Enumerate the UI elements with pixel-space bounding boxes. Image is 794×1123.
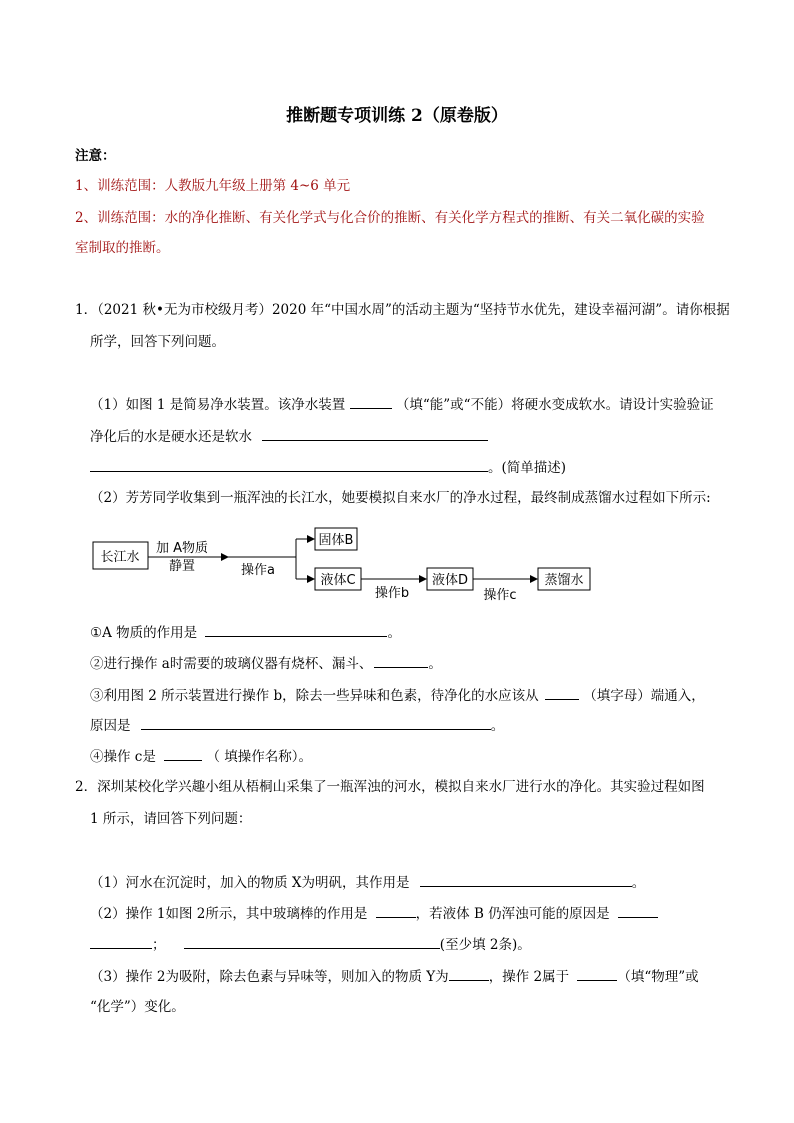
q1-sub3-text-c: 原因是 [90, 718, 131, 734]
q2-part3-text-c: （填“物理”或 [617, 969, 699, 985]
q2-part3-line1 [90, 967, 699, 986]
flow-add-label: 加 A物质 [155, 541, 209, 556]
q1-part2-line: （2）芳芳同学收集到一瓶浑浊的长江水，她要模拟自来水厂的净水过程，最终制成蒸馏水过程如下所示: [90, 490, 711, 506]
q2-part1-blank[interactable] [420, 873, 632, 887]
q1-part1-text-c: 净化后的水是硬水还是软水 [90, 429, 252, 445]
q1-sub1 [90, 623, 401, 642]
notice-heading: 注意： [75, 148, 116, 164]
q1-sub3-text-d: 。 [490, 718, 505, 734]
q2-part2-blank-3[interactable] [90, 935, 152, 949]
q1-line1: 1．（2021 秋•无为市校级月考）2020 年“中国水周”的活动主题为“坚持节水优先，建设幸福河湖”。请你根据 [75, 302, 730, 318]
q2-part1-text-b: 。 [631, 875, 646, 891]
q2-part3-text-a: （3）操作 2为吸附，除去色素与异味等，则加入的物质 Y为 [90, 969, 449, 985]
q1-line2: 所学，回答下列问题。 [90, 334, 225, 350]
q2-part2-blank-1[interactable] [376, 904, 416, 918]
q1-sub2 [90, 654, 442, 673]
q1-sub2-blank[interactable] [374, 654, 428, 668]
q1-sub3-line1 [90, 686, 705, 705]
q1-sub1-blank[interactable] [205, 623, 387, 637]
q2-part2-text-c: ； [152, 937, 166, 953]
q2-part1 [90, 873, 645, 892]
q2-part3-line2: “化学”）变化。 [90, 999, 185, 1015]
flow-solid-b-label: 固体B [318, 533, 354, 548]
q2-line2: 1 所示，请回答下列问题： [90, 811, 252, 827]
flow-op-c-label: 操作c [483, 588, 517, 603]
q2-part2-line1 [90, 904, 658, 923]
page-title: 推断题专项训练 2（原卷版） [286, 106, 508, 126]
q2-part1-text-a: （1）河水在沉淀时，加入的物质 X为明矾，其作用是 [90, 875, 410, 891]
flow-end-label: 蒸馏水 [544, 573, 584, 588]
flow-liquid-d-label: 液体D [431, 573, 469, 588]
q2-part3-text-b: ，操作 2属于 [488, 969, 570, 985]
q2-part2-blank-4[interactable] [184, 935, 440, 949]
flow-settle-label: 静置 [168, 559, 196, 574]
flow-start-label: 长江水 [100, 550, 140, 565]
q1-part1-text-a: （1）如图 1 是简易净水装置。该净水装置 [90, 397, 346, 413]
q1-sub1-text-b: 。 [387, 625, 401, 641]
q2-part3-blank-1[interactable] [449, 967, 489, 981]
q2-part2-text-b: ，若液体 B 仍浑浊可能的原因是 [415, 906, 610, 922]
q2-line1: 2．深圳某校化学兴趣小组从梧桐山采集了一瓶浑浊的河水，模拟自来水厂进行水的净化。其实验过程如图 [75, 779, 705, 795]
q1-sub3-line2 [90, 716, 504, 735]
q1-sub3-text-b: （填字母）端通入， [583, 688, 705, 704]
q2-part3-blank-2[interactable] [577, 967, 617, 981]
notice-item-2-line2: 室制取的推断。 [75, 240, 170, 256]
q1-sub4-blank[interactable] [164, 747, 202, 761]
flow-op-a-label: 操作a [241, 563, 275, 578]
q1-sub4 [90, 747, 312, 766]
q1-sub2-text-b: 。 [428, 656, 442, 672]
q1-sub1-text-a: ①A 物质的作用是 [90, 625, 198, 641]
q2-part2-text-a: （2）操作 1如图 2所示，其中玻璃棒的作用是 [90, 906, 368, 922]
q1-part1-text-b: （填“能”或“不能）将硬水变成软水。请设计实验验证 [395, 397, 714, 413]
q1-sub4-text-a: ④操作 c是 [90, 749, 156, 765]
notice-item-1-text: 人教版九年级上册第 4~6 单元 [164, 178, 351, 194]
notice-item-2-line1: 水的净化推断、有关化学式与化合价的推断、有关化学方程式的推断、有关二氧化碳的实验 [164, 210, 705, 226]
notice-item-1-prefix: 1、训练范围： [75, 178, 165, 194]
q1-sub3-blank-1[interactable] [545, 686, 579, 700]
q2-part2-text-d: (至少填 2条)。 [439, 937, 531, 953]
q2-part2-line2 [90, 935, 531, 954]
q1-sub3-text-a: ③利用图 2 所示装置进行操作 b，除去一些异味和色素，待净化的水应该从 [90, 688, 539, 704]
q1-part1-text-d: 。(简单描述) [488, 460, 567, 476]
q2-part2-blank-2[interactable] [618, 904, 658, 918]
q1-sub2-text-a: ②进行操作 a时需要的玻璃仪器有烧杯、漏斗、 [90, 656, 373, 672]
flow-liquid-c-label: 液体C [320, 573, 356, 588]
q1-sub4-text-b: （ 填操作名称）。 [206, 749, 312, 765]
flow-op-b-label: 操作b [374, 586, 410, 601]
notice-item-2-prefix: 2、训练范围： [75, 210, 165, 226]
q1-sub3-blank-2[interactable] [141, 716, 491, 730]
